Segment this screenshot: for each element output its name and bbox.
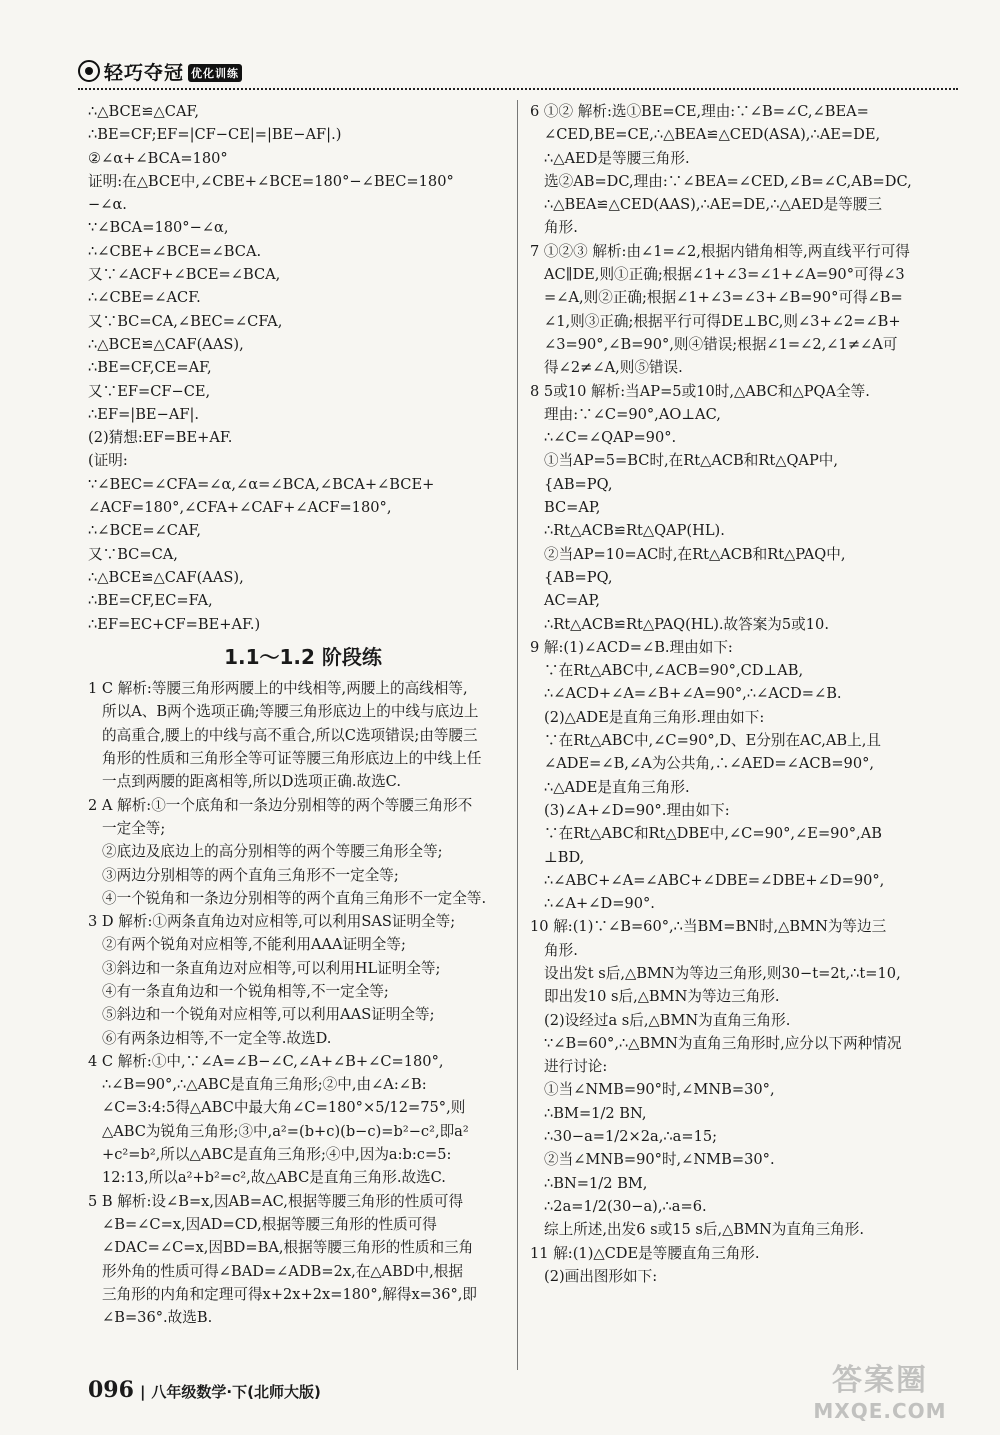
text-line: ∴Rt△ACB≌Rt△QAP(HL). — [544, 522, 725, 540]
text-line: 9 解:(1)∠ACD=∠B.理由如下: — [530, 638, 733, 656]
brand-icon — [78, 60, 100, 82]
text-line: ∴2a=1/2(30−a),∴a=6. — [544, 1197, 707, 1215]
text-line: 证明:在△BCE中,∠CBE+∠BCE=180°−∠BEC=180° — [88, 172, 454, 190]
left-answers-block — [88, 677, 518, 1329]
text-line: +c²=b²,所以△ABC是直角三角形;④中,因为a:b:c=5: — [102, 1146, 452, 1164]
text-line: ④有一条直角边和一个锐角相等,不一定全等; — [102, 982, 389, 1000]
watermark — [805, 1355, 955, 1425]
text-line: AC=AP, — [544, 592, 600, 610]
brand-logo — [78, 58, 242, 85]
text-line: 7 ①②③ 解析:由∠1=∠2,根据内错角相等,两直线平行可得 — [530, 242, 910, 260]
text-line: ∴∠CBE=∠ACF. — [88, 289, 201, 307]
text-line: ∴△BCE≌△CAF(AAS), — [88, 568, 244, 586]
text-line: 一定全等; — [102, 819, 166, 837]
text-line: ∠ACF=180°,∠CFA+∠CAF+∠ACF=180°, — [88, 499, 392, 517]
text-line: ∠DAC=∠C=x,因BD=BA,根据等腰三角形的性质和三角 — [102, 1239, 474, 1257]
text-line: ⑤斜边和一个锐角对应相等,可以利用AAS证明全等; — [102, 1006, 435, 1024]
text-line: ∴△BEA≌△CED(AAS),∴AE=DE,∴△AED是等腰三 — [544, 196, 882, 214]
text-line: ②当∠MNB=90°时,∠NMB=30°. — [544, 1151, 775, 1169]
text-line: 所以A、B两个选项正确;等腰三角形底边上的中线与底边上 — [102, 703, 479, 721]
text-line: ∴BE=CF;EF=|CF−CE|=|BE−AF|.) — [88, 126, 342, 144]
text-line: ∵∠BEC=∠CFA=∠α,∠α=∠BCA,∠BCA+∠BCE+ — [88, 475, 435, 493]
text-line: 12:13,所以a²+b²=c²,故△ABC是直角三角形.故选C. — [102, 1169, 446, 1187]
page-header — [78, 58, 958, 98]
text-line: ∴△BCE≌△CAF, — [88, 103, 199, 120]
text-line: 即出发10 s后,△BMN为等边三角形. — [544, 988, 780, 1006]
text-line: 1 C 解析:等腰三角形两腰上的中线相等,两腰上的高线相等, — [88, 680, 468, 698]
text-line: 得∠2≠∠A,则⑤错误. — [544, 359, 683, 377]
text-line: ∵在Rt△ABC中,∠ACB=90°,CD⊥AB, — [544, 662, 804, 680]
text-line: (2)△ADE是直角三角形.理由如下: — [544, 708, 765, 726]
right-answers-block — [530, 100, 960, 1288]
text-line: ④一个锐角和一条边分别相等的两个直角三角形不一定全等. — [102, 889, 487, 907]
text-line: −∠α. — [88, 196, 127, 214]
text-line: ∴∠B=90°,∴△ABC是直角三角形;②中,由∠A:∠B: — [102, 1076, 427, 1094]
text-line: ∠1,则③正确;根据平行可得DE⊥BC,则∠3+∠2=∠B+ — [544, 312, 901, 330]
book-title: 八年级数学·下(北师大版) — [151, 1383, 321, 1401]
text-line: 理由:∵∠C=90°,AO⊥AC, — [544, 405, 721, 423]
text-line: ∴△BCE≌△CAF(AAS), — [88, 335, 244, 353]
text-line: 的高重合,腰上的中线与高不重合,所以C选项错误;由等腰三 — [102, 726, 478, 744]
text-line: ∵∠BCA=180°−∠α, — [88, 219, 229, 237]
text-line: 角形的性质和三角形全等可证等腰三角形底边上的中线上任 — [102, 750, 482, 768]
text-line: ∴∠C=∠QAP=90°. — [544, 429, 677, 447]
text-line: ∠3=90°,∠B=90°,则④错误;根据∠1=∠2,∠1≠∠A可 — [544, 335, 898, 353]
text-line: (2)猜想:EF=BE+AF. — [88, 429, 233, 447]
text-line: (证明: — [88, 452, 128, 470]
text-line: 又∵BC=CA, — [88, 545, 178, 563]
text-line: 6 ①② 解析:选①BE=CE,理由:∵∠B=∠C,∠BEA= — [530, 103, 869, 120]
text-line: 又∵∠ACF+∠BCE=∠BCA, — [88, 266, 281, 284]
text-line: ∴∠BCE=∠CAF, — [88, 522, 201, 540]
text-line: ⑥有两条边相等,不一定全等.故选D. — [102, 1029, 332, 1047]
page-footer: 096 | 八年级数学·下(北师大版) — [88, 1377, 321, 1403]
text-line: ∠B=∠C=x,因AD=CD,根据等腰三角形的性质可得 — [102, 1215, 437, 1233]
text-line: 角形. — [544, 941, 578, 959]
section-title: 1.1～1.2 阶段练 — [224, 644, 382, 669]
text-line: ∴BM=1/2 BN, — [544, 1104, 647, 1122]
text-line: ②∠α+∠BCA=180° — [88, 149, 228, 167]
text-line: ∴∠ACD+∠A=∠B+∠A=90°,∴∠ACD=∠B. — [544, 685, 842, 703]
watermark-logo: 答案圈 — [832, 1363, 928, 1398]
text-line: (2)画出图形如下: — [544, 1267, 658, 1285]
right-column — [530, 100, 960, 1288]
brand-subtitle: 优化训练 — [188, 64, 242, 82]
text-line: AC∥DE,则①正确;根据∠1+∠3=∠1+∠A=90°可得∠3 — [544, 266, 905, 284]
text-line: 又∵BC=CA,∠BEC=∠CFA, — [88, 312, 283, 330]
watermark-url: MXQE.COM — [813, 1399, 947, 1423]
text-line: ∴∠A+∠D=90°. — [544, 895, 655, 913]
text-line: {AB=PQ, — [544, 475, 613, 493]
text-line: ∴△AED是等腰三角形. — [544, 149, 690, 167]
text-line: (2)设经过a s后,△BMN为直角三角形. — [544, 1011, 791, 1029]
text-line: 2 A 解析:①一个底角和一条边分别相等的两个等腰三角形不 — [88, 796, 473, 814]
text-line: ∴△ADE是直角三角形. — [544, 778, 690, 796]
text-line: ∴BN=1/2 BM, — [544, 1174, 648, 1192]
text-line: ∴∠ABC+∠A=∠ABC+∠DBE=∠DBE+∠D=90°, — [544, 871, 885, 889]
text-line: 选②AB=DC,理由:∵∠BEA=∠CED,∠B=∠C,AB=DC, — [544, 172, 912, 190]
text-line: ∵在Rt△ABC和Rt△DBE中,∠C=90°,∠E=90°,AB — [544, 825, 882, 843]
text-line: ∵在Rt△ABC中,∠C=90°,D、E分别在AC,AB上,且 — [544, 732, 881, 750]
text-line: 10 解:(1)∵∠B=60°,∴当BM=BN时,△BMN为等边三 — [530, 918, 887, 936]
text-line: ⊥BD, — [544, 848, 585, 866]
text-line: ①当∠NMB=90°时,∠MNB=30°, — [544, 1081, 775, 1099]
text-line: ∵∠B=60°,∴△BMN为直角三角形时,应分以下两种情况 — [544, 1034, 902, 1052]
text-line: ∴BE=CF,EC=FA, — [88, 592, 213, 610]
text-line: 设出发t s后,△BMN为等边三角形,则30−t=2t,∴t=10, — [544, 964, 901, 982]
text-line: 一点到两腰的距离相等,所以D选项正确.故选C. — [102, 773, 401, 791]
text-line: ∠C=3:4:5得△ABC中最大角∠C=180°×5/12=75°,则 — [102, 1099, 466, 1117]
text-line: =∠A,则②正确;根据∠1+∠3=∠3+∠B=90°可得∠B= — [544, 289, 903, 307]
text-line: BC=AP, — [544, 499, 601, 517]
header-divider — [78, 88, 958, 90]
text-line: ∴BE=CF,CE=AF, — [88, 359, 212, 377]
text-line: ③两边分别相等的两个直角三角形不一定全等; — [102, 866, 399, 884]
text-line: △ABC为锐角三角形;③中,a²=(b+c)(b−c)=b²−c²,即a² — [102, 1122, 469, 1140]
text-line: ∴Rt△ACB≌Rt△PAQ(HL).故答案为5或10. — [544, 615, 829, 633]
text-line: 11 解:(1)△CDE是等腰直角三角形. — [530, 1244, 760, 1262]
text-line: ②当AP=10=AC时,在Rt△ACB和Rt△PAQ中, — [544, 545, 846, 563]
text-line: 4 C 解析:①中,∵∠A=∠B−∠C,∠A+∠B+∠C=180°, — [88, 1052, 444, 1070]
text-line: 8 5或10 解析:当AP=5或10时,△ABC和△PQA全等. — [530, 382, 870, 400]
text-line: 进行讨论: — [544, 1058, 608, 1076]
text-line: ∠ADE=∠B,∠A为公共角,∴∠AED=∠ACB=90°, — [544, 755, 875, 773]
text-line: ∴∠CBE+∠BCE=∠BCA. — [88, 242, 262, 260]
text-line: ∴EF=|BE−AF|. — [88, 405, 200, 423]
left-column — [88, 100, 518, 1329]
text-line: ②底边及底边上的高分别相等的两个等腰三角形全等; — [102, 843, 443, 861]
text-line: ③斜边和一条直角边对应相等,可以利用HL证明全等; — [102, 959, 441, 977]
text-line: ∠CED,BE=CE,∴△BEA≌△CED(ASA),∴AE=DE, — [544, 126, 881, 144]
text-line: 又∵EF=CF−CE, — [88, 382, 211, 400]
text-line: 角形. — [544, 219, 578, 237]
text-line: ∴EF=EC+CF=BE+AF.) — [88, 615, 261, 633]
text-line: 三角形的内角和定理可得x+2x+2x=180°,解得x=36°,即 — [102, 1285, 478, 1303]
brand-name: 轻巧夺冠 — [104, 62, 185, 84]
text-line: 形外角的性质可得∠BAD=∠ADB=2x,在△ABD中,根据 — [102, 1262, 463, 1280]
text-line: 综上所述,出发6 s或15 s后,△BMN为直角三角形. — [544, 1221, 865, 1239]
text-line: (3)∠A+∠D=90°.理由如下: — [544, 801, 730, 819]
page-number: 096 — [88, 1377, 134, 1403]
text-line: 3 D 解析:①两条直角边对应相等,可以利用SAS证明全等; — [88, 913, 456, 931]
text-line: ②有两个锐角对应相等,不能利用AAA证明全等; — [102, 936, 406, 954]
left-proof-block — [88, 100, 518, 636]
text-line: {AB=PQ, — [544, 568, 613, 586]
text-line: ①当AP=5=BC时,在Rt△ACB和Rt△QAP中, — [544, 452, 839, 470]
text-line: ∠B=36°.故选B. — [102, 1309, 213, 1327]
text-line: ∴30−a=1/2×2a,∴a=15; — [544, 1128, 718, 1146]
text-line: 5 B 解析:设∠B=x,因AB=AC,根据等腰三角形的性质可得 — [88, 1192, 464, 1210]
